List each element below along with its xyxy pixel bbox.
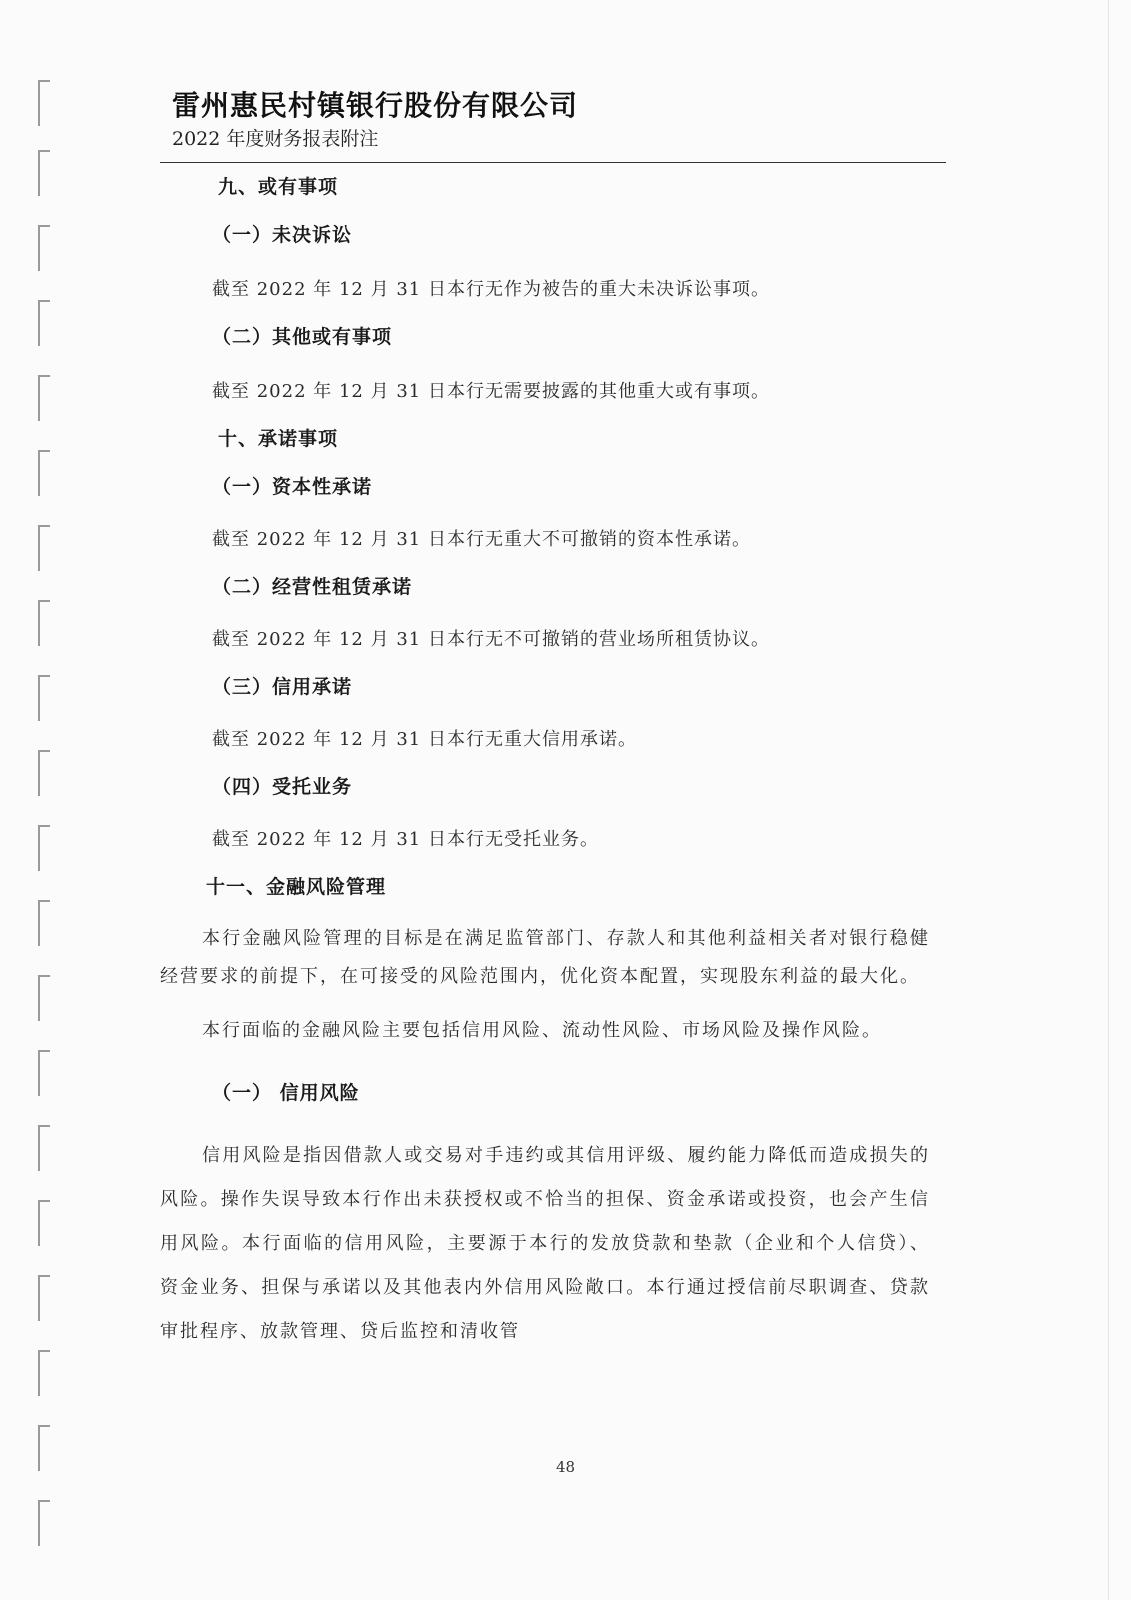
binding-mark [38, 600, 50, 646]
binding-mark [38, 450, 50, 496]
binding-mark [38, 525, 50, 571]
binding-mark [38, 825, 50, 871]
paragraph: 截至 2022 年 12 月 31 日本行无不可撤销的营业场所租赁协议。 [212, 629, 770, 650]
binding-mark [38, 1275, 50, 1321]
section-heading: 十、承诺事项 [218, 428, 339, 450]
binding-mark [38, 1500, 50, 1546]
subsection-heading: （三）信用承诺 [212, 676, 353, 698]
paragraph: 截至 2022 年 12 月 31 日本行无重大不可撤销的资本性承诺。 [212, 529, 751, 550]
paragraph: 本行金融风险管理的目标是在满足监管部门、存款人和其他利益相关者对银行稳健经营要求的前提下，在可接受的风险范围内，优化资本配置，实现股东利益的最大化。 [160, 928, 930, 987]
subsection-heading: （一）未决诉讼 [212, 224, 353, 246]
binding-marks [38, 0, 54, 1600]
binding-mark [38, 750, 50, 796]
document-body [160, 168, 930, 1354]
binding-mark [38, 375, 50, 421]
header-rule [160, 162, 946, 163]
paragraph: 截至 2022 年 12 月 31 日本行无需要披露的其他重大或有事项。 [212, 381, 770, 402]
page-edge [1108, 0, 1109, 1600]
binding-mark [38, 1200, 50, 1246]
company-name: 雷州惠民村镇银行股份有限公司 [172, 89, 579, 122]
section-heading: 九、或有事项 [218, 176, 339, 198]
paragraph: 本行面临的金融风险主要包括信用风险、流动性风险、市场风险及操作风险。 [202, 1020, 882, 1041]
document-header [172, 88, 578, 152]
binding-mark [38, 900, 50, 946]
report-subtitle: 2022 年度财务报表附注 [172, 128, 379, 150]
page-number: 48 [555, 1458, 576, 1476]
subsection-heading: （二）经营性租赁承诺 [212, 576, 413, 598]
subsection-heading: （一） 信用风险 [212, 1082, 360, 1104]
binding-mark [38, 150, 50, 196]
binding-mark [38, 80, 50, 126]
paragraph: 截至 2022 年 12 月 31 日本行无重大信用承诺。 [212, 729, 637, 750]
subsection-heading: （四）受托业务 [212, 776, 353, 798]
binding-mark [38, 225, 50, 271]
subsection-heading: （二）其他或有事项 [212, 326, 393, 348]
subsection-heading: （一）资本性承诺 [212, 476, 373, 498]
paragraph: 截至 2022 年 12 月 31 日本行无受托业务。 [212, 829, 599, 850]
paragraph: 信用风险是指因借款人或交易对手违约或其信用评级、履约能力降低而造成损失的风险。操作失误导致本行作出未获授权或不恰当的担保、资金承诺或投资，也会产生信用风险。本行面临的信用风险，主要源于本行的发放贷款和垫款（企业和个人信贷）、资金业务、担保与承诺以及其他表内外信用风险敞口。本行通过授信前尽职调查、贷款审批程序、放款管理、贷后监控和清收管 [160, 1145, 930, 1342]
binding-mark [38, 300, 50, 346]
binding-mark [38, 975, 50, 1021]
binding-mark [38, 1350, 50, 1396]
paragraph: 截至 2022 年 12 月 31 日本行无作为被告的重大未决诉讼事项。 [212, 279, 770, 300]
section-heading: 十一、金融风险管理 [206, 876, 387, 898]
binding-mark [38, 1050, 50, 1096]
binding-mark [38, 675, 50, 721]
binding-mark [38, 1125, 50, 1171]
